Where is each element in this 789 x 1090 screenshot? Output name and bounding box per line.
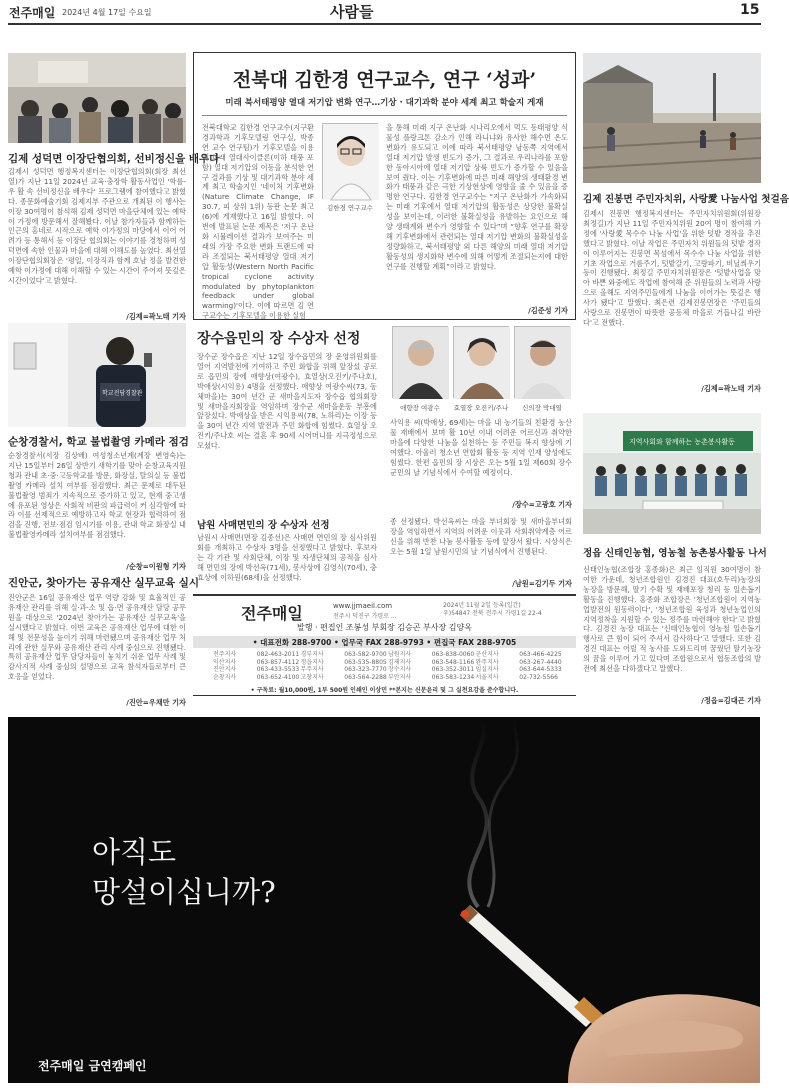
story-body-namwon: 남원시 사매면(면장 김종선)은 사매면 면민의 장 심사위원회를 개최하고 수상자 3명을 선정했다고 밝혔다. 후보자는 각 기관 및 사회단체, 이장 및 자생단체의 공적을 심사해 면민의 장에 박선옥(71세), 봉사상에 김영식(70세), 충효상에 이하원(68세)을 선정했다. <box>197 533 377 582</box>
awardee-portrait-3 <box>514 326 570 398</box>
story-headline-police: 순창경찰서, 학교 불법촬영 카메라 점검 <box>8 436 189 448</box>
branch-phone: 063-352-3011 <box>431 666 475 674</box>
masthead-info-line: 2024년 11월 2일 등록(일간) <box>443 602 521 609</box>
branch-phone: 063-582-9700 <box>344 651 387 658</box>
header-rule <box>8 23 761 25</box>
main-body-col2: 을 통해 미래 지구 온난화 시나리오에서 먹도 동태평양 식물성 플랑크톤 감소가 인해 라니냐와 유사한 해수면 온도변화가 유도되고 이에 따라 북서태평양 남동쪽 지역에서 열대 저기압 발생 빈도가 증가, 그 결과로 우리나라를 포함한 동아시아에 열대 저기압 상륙 빈도가 증가할 수 있음을 보여 줬다. 이는 기후변화에 따른 미래 해양의 생태환경 변화가 태풍과 같은 극한 기상현상에 영향을 줄 수 있음을 증명한 연구다. 김한경 연구교수는 “지구 온난화가 가속화되는 미래 기후에서 열대 저기압의 활동성은 상당한 불확실성을 보이는데, 이러한 불확실성을 유발하는 요인으로 해양 생태계와 변수가 영향할 수 있다”며 “향후 연구를 확장해 기후변화에서 관련되는 열대 저기압 변화의 불확실성을 정량화하고, 북서태평양 외 다른 해양의 미래 열대 저기압 활동성의 생지화학 변수에 의해 어떻게 조절되는지에 대한 연구를 진행할 계획”이라고 밝혔다. <box>386 123 568 271</box>
branch-name: 김제지사 <box>388 658 412 666</box>
branch-name: 서울지사 <box>475 673 499 681</box>
story-headline-jangsu: 장수읍민의 장 수상자 선정 <box>197 331 361 347</box>
story-body-seongdeok: 김제시 성덕면 행정복지센터는 이장단협의회(회장 최선 열)가 지난 11일 2024년 교육·충장학 활동사업인 '학를-우 활 속 선비정신을 배우다' 프로그램에 참여했다고 밝혔다. 종문화예술기회 김제지부 주관으로 개최된 이 행사는 이장 30여명이 참석해 김제 성덕면 마을단체에 있는 예학 이 가정에 방문해서 잘해봤다. 이날 참가자들과 함께하는 인근의 홍네로 시작으로 예학 이가정의 마당에서 이어 어려가 등 통해서 등 이장단 협의회는 이야기를 경청하며 성덕면에 속한 인물과 마을에 대해 이해도를 높였다. 최선열 이장단협의회장은 '평일, 이장직과 함께 호남 정을 발견한 예학 이가정에 대해 이해할 수 있는 시간이 주어져 뜻깊은 시간이었다'고 밝혔다. <box>8 167 186 285</box>
awardee-photo-3 <box>515 327 571 399</box>
section-title: 사람들 <box>330 3 374 21</box>
main-rule <box>202 115 567 116</box>
branch-name: 익산지사 <box>213 658 237 666</box>
story-byline-jinbong: /김제=곽노태 기자 <box>701 384 761 393</box>
issue-date: 2024년 4월 17일 수요일 <box>62 8 152 17</box>
masthead-info <box>443 602 542 618</box>
story-body-jangsu-2: 사익용 씨(박애상, 69세)는 마을 내 농기들의 친환경 농산물 재배에서 보며 활 10년 이내 어려운 어르신과 취약한 마을에 다양한 나눔을 실천하는 등 주민들 복지 향상에 기여했다. 아울러 청소년 연합회 활동 등 지역 인재 양성에도 힘썼다. 한편 읍민의 장 시상은 오는 5월 1일 제60회 장수군민의 날 기념식에서 수여할 예정이다. <box>390 418 572 477</box>
story-photo-meeting <box>8 53 186 143</box>
awardee-photo-1 <box>393 327 449 399</box>
masthead-box <box>193 594 576 696</box>
branch-phone: 063-838-0060 <box>431 651 475 658</box>
vest-text: 학교전담경찰관 <box>102 390 143 397</box>
branch-phone: 063-583-1234 <box>431 673 475 681</box>
farm-field-photo <box>583 53 761 183</box>
masthead-info-line: 우)54847 전북 전주시 가령1길 22-4 <box>443 610 542 617</box>
cigarette-icon <box>460 905 614 1035</box>
masthead-footer: • 구독료: 월10,000원, 1부 500원 인쇄인 이상민 **본지는 신문윤리 및 그 실천요강을 준수합니다. <box>250 687 519 694</box>
branch-name: 전주지사 <box>213 651 237 658</box>
branch-name: 임실지사 <box>475 666 499 674</box>
awardee-photo-2 <box>454 327 510 399</box>
main-subheadline: 미래 북서태평양 열대 저기압 변화 연구…기상 · 대기과학 분야 세계 최고 학술지 게재 <box>225 98 544 108</box>
branch-name: 진안지사 <box>213 666 237 674</box>
smoke-trail <box>469 717 486 907</box>
branch-name: 장수지사 <box>388 666 412 674</box>
story-byline-jangsu: /장수=고광호 기자 <box>512 500 572 509</box>
masthead-grid <box>213 651 563 681</box>
awardee-portrait-1 <box>392 326 448 398</box>
branch-phone: 02-732-5566 <box>519 673 558 681</box>
awardee-caption-1: 애향장 여광수 <box>400 404 440 412</box>
branch-phone: 063-267-4440 <box>519 658 562 666</box>
researcher-photo <box>323 124 379 200</box>
meeting-photo <box>8 53 186 143</box>
story-headline-sintaein: 정읍 신태인농협, 영농철 농촌봉사활동 나서 <box>583 548 767 559</box>
branch-name: 정읍지사 <box>300 658 324 666</box>
branch-phone: 063-857-4112 <box>256 658 300 666</box>
researcher-caption: 김한경 연구교수 <box>326 204 374 212</box>
branch-phone: 063-564-2288 <box>344 673 387 681</box>
branch-name: 경부지사 <box>300 651 324 658</box>
masthead-address: 전주시 덕진구 가령로 ... <box>333 613 397 620</box>
story-byline-police: /순창=이원형 기자 <box>126 562 186 571</box>
no-smoking-ad <box>8 717 760 1083</box>
branch-phone: 063-323-7770 <box>344 666 387 674</box>
masthead-staff-row <box>193 622 576 634</box>
story-byline-seongdeok: /김제=곽노태 기자 <box>126 312 186 321</box>
story-body-jangsu: 장수군 장수읍은 지난 12일 장수읍민의 장 운영위원회를 열어 지역발전에 기여하고 주민 화합을 위해 앞장섰 공로로 읍민의 장에 애향상(여광수), 효열상(오진키/주나호), 박애상(시익용) 4명을 선정했다. 애향상 여광수씨(73, 동체마을)는 30여 년간 군 새마을지도자 장수읍 협의회장 및 새마을지회장을 역임하며 장수군 새마을운동 부흥에 앞장섰다. 박애상을 받은 시익용씨(78, 노하리)는 이장 등을 30여 년간 지역 발전과 주민 화합에 힘썼다. 효열상 오진키/주나호 씨는 결혼 후 90세 시어머니를 지극정성으로 모셨다. <box>197 352 377 451</box>
masthead-name: 전주매일 <box>241 604 303 623</box>
story-headline-seongdeok: 김제 성덕면 이장단협의회, 선비정신을 배우다 <box>8 153 220 165</box>
paper-name: 전주매일 <box>9 6 56 20</box>
masthead-grid-rows <box>213 651 563 681</box>
branch-name: 완주지사 <box>475 658 499 666</box>
ad-headline-line1: 아직도 <box>92 835 177 869</box>
story-photo-police <box>8 323 186 427</box>
branch-phone: 063-535-8805 <box>344 658 387 666</box>
story-byline-namwon: /남원=김기두 기자 <box>512 579 572 588</box>
branch-name: 부안지사 <box>388 673 412 681</box>
branch-name: 고창지사 <box>300 673 324 681</box>
story-photo-volunteers <box>583 413 761 534</box>
main-body-col1: 전북대학교 김한경 연구교수(지구환경과학과 기후모델링 연구실, 박종연 교수 연구팀)가 기후모델을 이용해 미래 열대사이클론(이하 태풍 포함) 열대 저기압의 이동을 분석한 연구 결과를 기상 및 대기과학 분야 세계 최고 학술지인 '네이처 기후변화(Nature Climate Change, IF 30.7, 피 상위 1위) 등판 논문 최고(6)에 게재했다고 16일 밝혔다. 이번에 발표된 논문 제목은 '저구 온난화 시뮬레이션 결과가 보여주는 미래의 가장 주요한 변화 트랜드에 따라 조절되는 북서태평양 열대 저기압 활동성(Western North Pacific tropical cyclone activity modulated by phytoplankton feedback under global warming)'이다. 이에 따르면 김 연구교수는 기후모델을 이용한 실험 <box>202 123 314 321</box>
branch-name: 남원지사 <box>388 651 412 658</box>
story-photo-farm <box>583 53 761 183</box>
masthead-phones: • 대표전화 288-9700 • 업무국 FAX 288-9793 • 편집국 FAX 288-9705 <box>252 638 517 647</box>
story-byline-jinan: /진안=우채만 기자 <box>126 698 186 707</box>
ad-headline-line2: 망설이십니까? <box>92 875 276 909</box>
branch-name: 군산지사 <box>475 651 499 658</box>
branch-phone: 063-433-5533 <box>256 666 300 674</box>
main-headline: 전북대 김한경 연구교수, 연구 ‘성과’ <box>232 69 537 91</box>
story-body-jinan: 진안군은 16일 공유재산 업무 역량 강화 및 효율적인 공유재산 관리를 위해 실·과·소 및 읍·면 공유재산 담당 공무원을 대상으로 '2024년 찾아가는 공유재산 실무교육'을 실시했다고 밝혔다. 이번 교육은 공유재산 업무에 대한 이해 및 전문성을 높이기 위해 마련됐으며 공유재산 업무 처리에 관한 실무와 공유재산 관리 사례 중심으로 진행됐다. 특히 공유재산 업무 담당자들이 놓치기 쉬운 업무 사례 및 감사지적 사례 중심의 설명으로 교육 참석자들로부터 큰 호응을 얻었다. <box>8 593 186 682</box>
story-body-sintaein: 신태인농협(조합장 홍종화)은 최근 임직원 30여명이 참여한 가운데, 청년조합원인 김경진 대표(호두리)농장의 농장을 방문해, 딸기 수확 및 재배포장 청리 등 일손돕기 활동을 진행했다. 홍종화 조합장은 '청년조합원이 지역농업발전의 원동력이다', '청년조합원 육성과 청년농업인의 지역정착을 지원할 수 있는 정주를 마련해야 한다'고 밝혔다. 김경진 농장 대표는 '신태인농협이 영농철 일손돕기 행사로 큰 힘이 되어 주셔서 감사하다'고 말했다. 또한 김경진 대표는 어릴 적 농사를 도와드리며 꿈꿨던 딸기농장의 꿈을 이루어 가고 있다며 조합원으로서 협동조합의 발전에 최선을 다하겠다고 말했다. <box>583 565 761 674</box>
main-story-box <box>193 52 576 320</box>
main-byline: /김준성 기자 <box>528 306 568 315</box>
branch-name: 무주지사 <box>300 666 324 674</box>
police-inspection-photo <box>8 323 186 427</box>
story-body-jinbong: 김제시 진봉면 행정복지센터는 주민자치위원회(위원장 최정길)가 지난 11일 주민자치위원 20여 명이 참여해 가정에 '사랑愛 목수수 나눔 사업'을 위한 텃밭 경작을 추진했다고 밝혔다. 이날 작업은 주민자치 위원들의 텃밭 경작이 이루어지는 진봉면 목섬에서 목수수 나눔 사업을 위한 기초 작업으로 거름주기, 텃밭갈기, 고랑파기, 비닐씌우기 등이 진행됐다. 최정길 주민자치위원장은 '텃밭사업을 맞아 바쁜 와중에도 작업에 참여해 준 위원들의 노력과 사랑으로 올해도 지역주민들에게 나눔을 이어가는 뜻깊은 행사가 됐다'고 말했다. 최은련 김제진봉면장은 '주민들의 사랑으로 진봉면이 따뜻한 공동체 마을로 거듭나길 바란다'고 전했다. <box>583 209 761 327</box>
story-byline-sintaein: /정읍=김대곤 기자 <box>701 696 761 705</box>
masthead-staff: 발행 · 편집인 조봉성 부회장 김승곤 부사장 김양옥 <box>297 623 472 632</box>
branch-phone: 082-463-2011 <box>256 651 300 658</box>
awardee-caption-3: 신의장 박대열 <box>522 404 562 412</box>
story-headline-jinbong: 김제 진봉면 주민자치위, 사랑愛 나눔사업 첫걸음 <box>583 194 789 205</box>
researcher-portrait <box>322 123 378 199</box>
masthead-phone-bar <box>193 636 576 648</box>
banner-text: 지역사회와 함께하는 농촌봉사활동 <box>629 438 735 446</box>
awardee-portrait-2 <box>453 326 509 398</box>
branch-phone: 063-466-4225 <box>519 651 562 658</box>
story-body-police: 순창경찰서(서장 김상배) 여성청소년계(계장 변영숙)는 지난 15일부터 26일 상반기 새학기를 맞아 순창교육지원청과 관내 초·중·고등학교를 방문, 화장실, 탈의실 등 불법촬영 카메라 설치 여부를 점검했다. 최근 문제로 대두된 불법촬영 범죄가 지속적으로 증가하고 있고, 현재 중고생에 유포된 영상은 사회적 비판의 파급력이 커 심각함에 따라 이를 선제적으로 예방하고자 학교 현장과 협력하여 점검을 진행, 전보·점검 임시기를 이용, 관내 학교 화장실 내 불법촬영카메라 설치여부를 점검했다. <box>8 451 186 540</box>
awardee-caption-2: 효열장 오진키/주나 <box>453 404 509 412</box>
branch-phone: 063-644-5333 <box>519 666 562 674</box>
story-body-namwon-2: 종 선정됐다. 박선옥씨는 마을 부녀회장 및 새마을부녀회장을 역임하면서 지역의 어려운 이웃과 사회취약계층 어르신을 위해 반찬 나눔 봉사활동 등에 앞장서 왔다. 시상식은 오는 5월 1일 남원시민의 날 기념식에서 진행된다. <box>390 517 572 556</box>
branch-phone: 063-652-4100 <box>256 673 300 681</box>
volunteers-photo <box>583 413 761 534</box>
ad-headline <box>92 832 276 912</box>
branch-phone: 063-548-1166 <box>431 658 475 666</box>
branch-name: 순창지사 <box>213 673 237 681</box>
ad-campaign-name: 전주매일 금연캠페인 <box>38 1059 147 1073</box>
story-headline-jinan: 진안군, 찾아가는 공유재산 실무교육 실시 <box>8 577 200 589</box>
page-number: 15 <box>740 2 760 18</box>
masthead-url: www.jjmaeil.com <box>333 602 393 610</box>
story-headline-namwon: 남원 사매면민의 장 수상자 선정 <box>197 520 330 531</box>
